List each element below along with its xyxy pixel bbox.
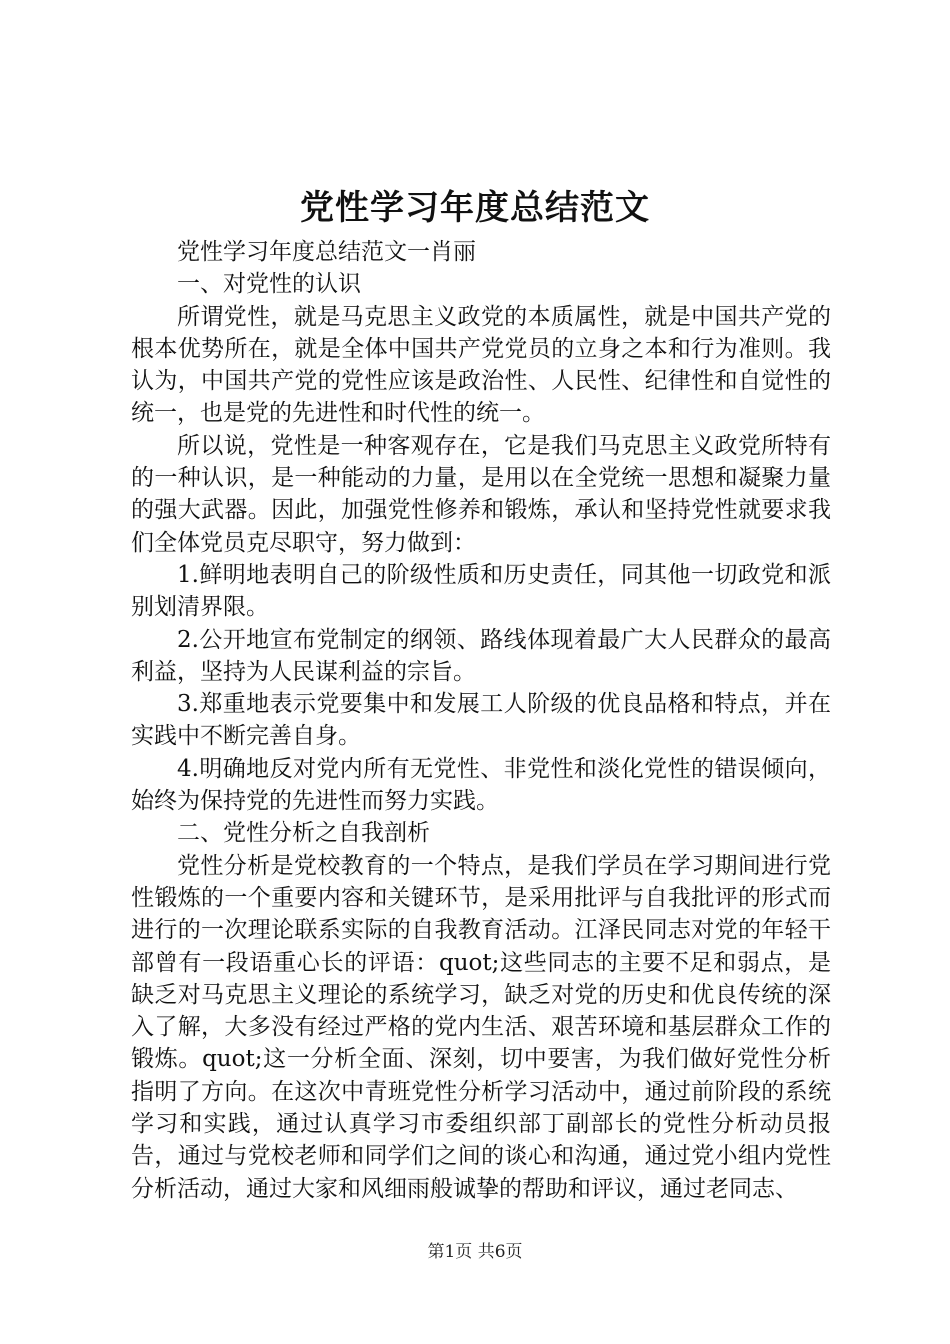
section-heading-1: 一、对党性的认识 bbox=[177, 271, 361, 298]
list-item: 3.郑重地表示党要集中和发展工人阶级的优良品格和特点，并在实践中不断完善自身。 bbox=[131, 691, 831, 750]
document-body bbox=[131, 236, 831, 1205]
list-item: 2.公开地宣布党制定的纲领、路线体现着最广大人民群众的最高利益，坚持为人民谋利益的宗旨。 bbox=[131, 626, 831, 685]
list-item: 4.明确地反对党内所有无党性、非党性和淡化党性的错误倾向，始终为保持党的先进性而努力实践。 bbox=[131, 755, 831, 815]
paragraph-subtitle: 党性学习年度总结范文一肖丽 bbox=[177, 239, 476, 265]
paragraph: 所以说，党性是一种客观存在，它是我们马克思主义政党所特有的一种认识，是一种能动的力量，是用以在全党统一思想和凝聚力量的强大武器。因此，加强党性修养和锻炼，承认和坚持党性就要求我们全体党员克尽职守，努力做到： bbox=[131, 432, 831, 556]
section-heading-2: 二、党性分析之自我剖析 bbox=[177, 820, 430, 847]
paragraph: 所谓党性，就是马克思主义政党的本质属性，就是中国共产党的根本优势所在，就是全体中国共产党党员的立身之本和行为准则。我认为，中国共产党的党性应该是政治性、人民性、纪律性和自觉性的统一，也是党的先进性和时代性的统一。 bbox=[131, 303, 831, 427]
document-title: 党性学习年度总结范文 bbox=[300, 188, 650, 228]
page-number-footer: 第1页 共6页 bbox=[427, 1242, 523, 1262]
paragraph: 党性分析是党校教育的一个特点，是我们学员在学习期间进行党性锻炼的一个重要内容和关键环节，是采用批评与自我批评的形式而进行的一次理论联系实际的自我教育活动。江泽民同志对党的年轻干部曾有一段语重心长的评语：quot;这些同志的主要不足和弱点，是缺乏对马克思主义理论的系统学习，缺乏对党的历史和优良传统的深入了解，大多没有经过严格的党内生活、艰苦环境和基层群众工作的锻炼。quot;这一分析全面、深刻，切中要害，为我们做好党性分析指明了方向。在这次中青班党性分析学习活动中，通过前阶段的系统学习和实践，通过认真学习市委组织部丁副部长的党性分析动员报告，通过与党校老师和同学们之间的谈心和沟通，通过党小组内党性分析活动，通过大家和风细雨般诚挚的帮助和评议，通过老同志、 bbox=[131, 852, 831, 1202]
list-item: 1.鲜明地表明自己的阶级性质和历史责任，同其他一切政党和派别划清界限。 bbox=[131, 561, 831, 621]
